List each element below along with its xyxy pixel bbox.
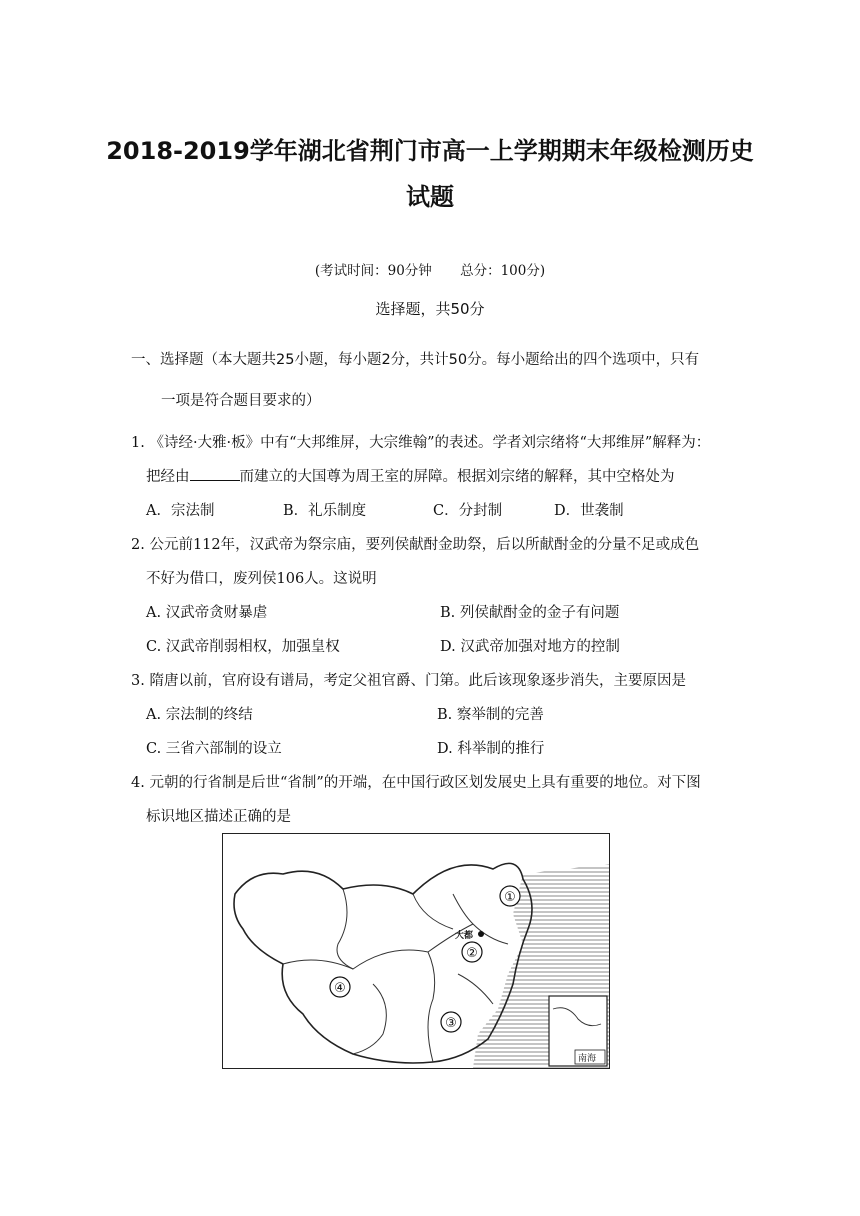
q3-option-a: A. 宗法制的终结 [146,707,253,723]
page-title-line2: 试题 [406,183,454,211]
capital-dot [478,931,484,937]
page-title-line1: 2018-2019学年湖北省荆门市高一上学期期末年级检测历史 [106,137,754,165]
q2-option-b: B. 列侯献酎金的金子有问题 [440,605,620,621]
q2-option-a: A. 汉武帝贪财暴虐 [146,605,268,621]
marker-1 [500,886,520,906]
q3-option-d: D. 科举制的推行 [437,741,545,757]
q3-stem-line1: 3. 隋唐以前，官府设有谱局，考定父祖官爵、门第。此后该现象逐步消失，主要原因是 [131,673,686,689]
instructions-line1: 一、选择题（本大题共25小题，每小题2分，共计50分。每小题给出的四个选项中，只有 [131,352,700,368]
q3-option-c: C. 三省六部制的设立 [146,741,282,757]
instructions-line2: 一项是符合题目要求的） [161,393,321,409]
marker-2 [462,942,482,962]
yuan-dynasty-map [222,833,610,1069]
q1-stem-before-blank: 把经由 [146,469,190,485]
map-drawing [223,834,609,1068]
province-boundary [283,924,473,969]
marker-label-1: ① [504,890,516,905]
q4-stem-line1: 4. 元朝的行省制是后世“省制”的开端，在中国行政区划发展史上具有重要的地位。对下图 [131,775,701,791]
section-label: 选择题，共50分 [375,300,485,318]
q2-stem-line2: 不好为借口，废列侯106人。这说明 [146,571,377,587]
q2-option-c: C. 汉武帝削弱相权，加强皇权 [146,639,340,655]
q1-stem-line1: 1. 《诗经·大雅·板》中有“大邦维屏，大宗维翰”的表述。学者刘宗绪将“大邦维屏”解释为： [131,435,711,451]
q2-option-d: D. 汉武帝加强对地方的控制 [440,639,620,655]
marker-4 [330,977,350,997]
total-score: 总分：100分) [460,263,546,279]
marker-label-4: ④ [334,981,346,996]
marker-label-3: ③ [445,1016,457,1031]
q1-option-a: A．宗法制 [146,503,215,519]
marker-label-2: ② [466,946,478,961]
q1-option-b: B．礼乐制度 [283,503,367,519]
province-boundary [353,984,386,1054]
q1-blank [190,466,240,481]
q4-stem-line2: 标识地区描述正确的是 [146,809,291,825]
q2-stem-line1: 2. 公元前112年，汉武帝为祭宗庙，要列侯献酎金助祭，后以所献酎金的分量不足或成色 [131,537,700,553]
marker-3 [441,1012,461,1032]
province-boundary [458,974,493,1004]
capital-label: 大都 [455,931,474,941]
exam-time: (考试时间：90分钟 [314,263,432,279]
exam-info [0,259,860,279]
q1-option-c: C．分封制 [433,503,503,519]
inset-label: 南海 [578,1054,597,1064]
q1-option-d: D．世袭制 [554,503,624,519]
q3-option-b: B. 察举制的完善 [437,707,544,723]
province-boundary [428,952,435,1062]
q1-stem-after-blank: 而建立的大国尊为周王室的屏障。根据刘宗绪的解释，其中空格处为 [239,469,675,485]
province-boundary [413,894,453,929]
q1-stem-line2 [146,465,675,486]
province-boundary [337,889,353,969]
